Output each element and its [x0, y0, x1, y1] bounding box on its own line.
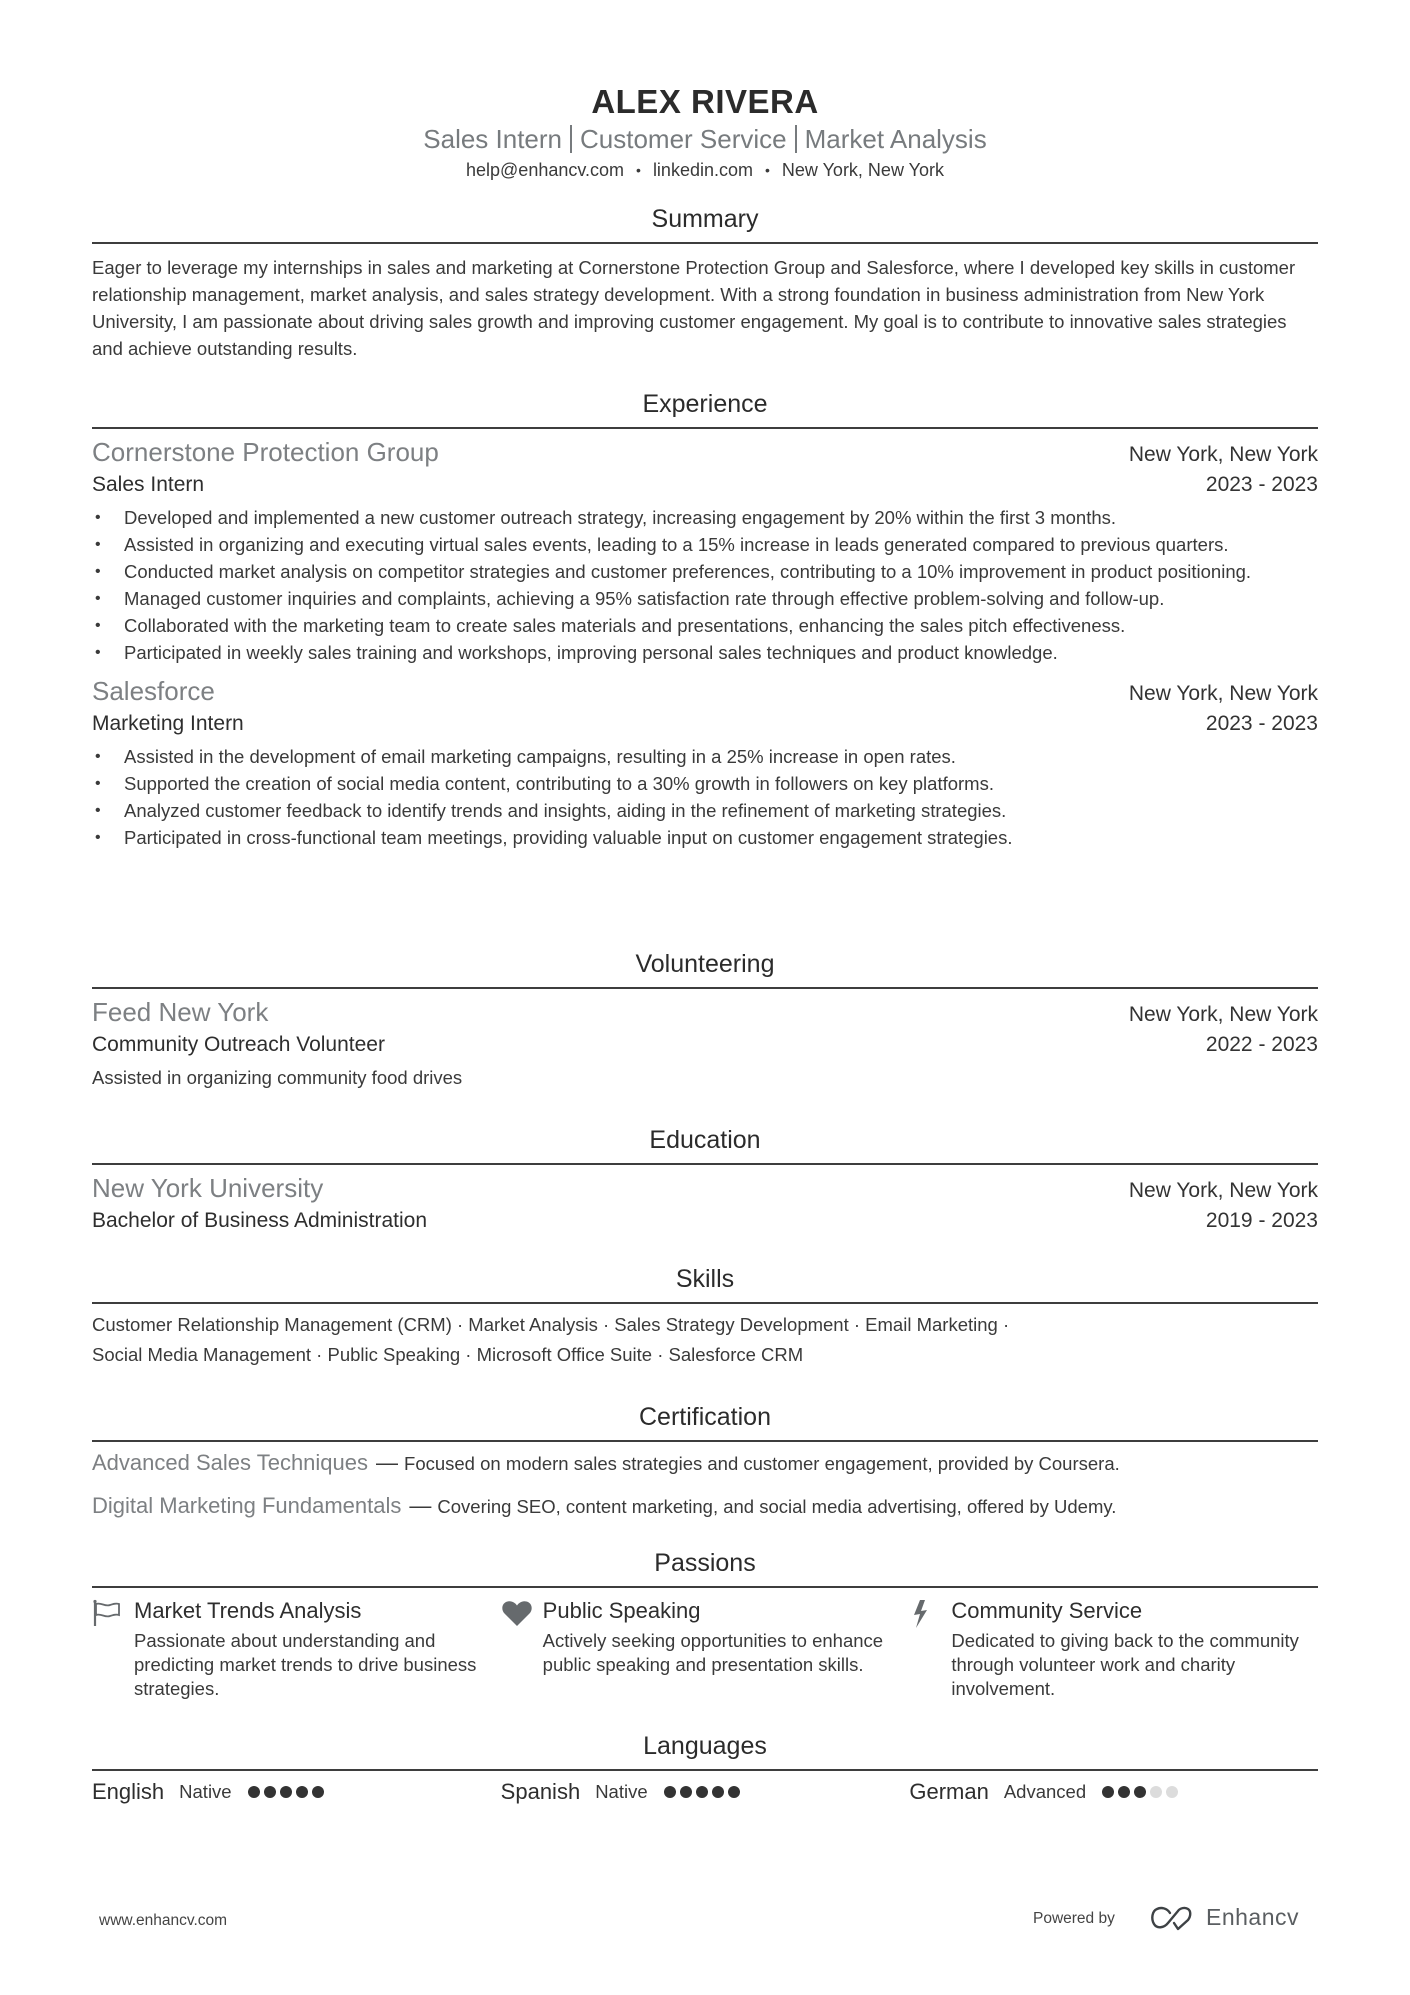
website-link[interactable]: www.enhancv.com [99, 1912, 228, 1929]
headline-item: Customer Service [580, 124, 787, 154]
language-level: Native [179, 1781, 232, 1802]
passion-title: Community Service [951, 1598, 1143, 1623]
resume-page [92, 0, 1318, 1804]
dot-empty [1166, 1786, 1178, 1798]
section-title: Skills [675, 1265, 735, 1293]
language-name: English [92, 1779, 165, 1804]
bullet-separator: • [764, 162, 770, 178]
headline-item: Sales Intern [423, 124, 563, 154]
certification-name: Advanced Sales Techniques [92, 1450, 369, 1475]
experience-entry [92, 435, 1318, 666]
skills-line: Customer Relationship Management (CRM) · Market Analysis · Sales Strategy Development · Email Marketing · [92, 1314, 1010, 1335]
dot-empty [1150, 1786, 1162, 1798]
dot-filled [680, 1786, 692, 1798]
entry-location: New York, New York [1128, 1179, 1318, 1202]
dot-filled [664, 1786, 676, 1798]
section-divider [92, 1769, 1318, 1771]
section-title: Volunteering [635, 950, 775, 978]
summary-text: Eager to leverage my internships in sales and marketing at Cornerstone Protection Group and Salesforce, where I developed key skills in customer relationship management, market analysis, and sales strategy development. With a strong foundation in business administration from New York University, I am passionate about driving sales growth and improving customer engagement. My goal is to contribute to innovative sales strategies and achieve outstanding results. [92, 257, 1296, 359]
section-title: Summary [651, 205, 759, 233]
section-divider [92, 987, 1318, 989]
linkedin-link[interactable]: linkedin.com [652, 160, 753, 180]
entry-location: New York, New York [1128, 1003, 1318, 1026]
entry-dates: 2023 - 2023 [1205, 712, 1318, 735]
contact-info [92, 157, 1318, 183]
language-item [909, 1779, 1318, 1805]
passion-title: Market Trends Analysis [134, 1598, 362, 1623]
entry-header [92, 995, 1318, 1030]
dot-filled [296, 1786, 308, 1798]
education-section [92, 1124, 1318, 1236]
achievement-item: • Collaborated with the marketing team to create sales materials and presentations, enhancing the sales pitch effectiveness. [92, 612, 1318, 639]
degree-name: Bachelor of Business Administration [92, 1209, 428, 1232]
flag-icon [92, 1596, 134, 1701]
brand-name: Enhancv [1206, 1904, 1300, 1930]
passion-description: Passionate about understanding and predicting market trends to drive business strategies. [134, 1630, 477, 1699]
summary-section [92, 203, 1318, 362]
passion-item [909, 1596, 1318, 1701]
lightning-bolt-icon [909, 1596, 951, 1701]
location-text: New York, New York [781, 160, 944, 180]
achievement-item: • Managed customer inquiries and complaints, achieving a 95% satisfaction rate through effective problem-solving and follow-up. [92, 585, 1318, 612]
job-title: Marketing Intern [92, 712, 244, 735]
volunteer-role: Community Outreach Volunteer [92, 1033, 385, 1056]
certification-item [92, 1485, 1318, 1528]
section-divider [92, 1302, 1318, 1304]
entry-subheader [92, 1206, 1318, 1236]
entry-header [92, 435, 1318, 470]
proficiency-dots [1102, 1786, 1182, 1798]
infinity-heart-icon [1148, 1905, 1196, 1931]
entry-subheader [92, 709, 1318, 739]
dot-filled [728, 1786, 740, 1798]
volunteering-section [92, 948, 1318, 1091]
candidate-name: ALEX RIVERA [591, 83, 819, 120]
job-title: Sales Intern [92, 473, 205, 496]
achievement-list [92, 743, 1318, 851]
dot-filled [1134, 1786, 1146, 1798]
achievement-item: • Analyzed customer feedback to identify trends and insights, aiding in the refinement of marketing strategies. [92, 797, 1318, 824]
languages-section [92, 1730, 1318, 1805]
passion-description: Actively seeking opportunities to enhance public speaking and presentation skills. [542, 1630, 884, 1675]
proficiency-dots [664, 1786, 744, 1798]
company-name: Salesforce [92, 676, 215, 706]
section-title: Experience [642, 390, 768, 418]
section-title: Passions [654, 1549, 756, 1577]
powered-by-label: Powered by [1033, 1910, 1115, 1927]
dot-filled [248, 1786, 260, 1798]
achievement-item: • Assisted in organizing and executing virtual sales events, leading to a 15% increase in leads generated compared to previous quarters. [92, 531, 1318, 558]
enhancv-logo[interactable] [1148, 1904, 1299, 1931]
language-level: Native [595, 1781, 648, 1802]
entry-subheader [92, 470, 1318, 500]
certification-list [92, 1442, 1318, 1528]
headline-item: Market Analysis [804, 124, 987, 154]
achievement-item: • Participated in cross-functional team meetings, providing valuable input on customer engagement strategies. [92, 824, 1318, 851]
heart-icon [501, 1596, 543, 1701]
bullet-separator: • [636, 162, 641, 178]
passion-title: Public Speaking [542, 1598, 701, 1623]
dash-separator: — [376, 1450, 399, 1475]
languages-list [92, 1779, 1318, 1805]
headline [92, 122, 1318, 156]
achievement-item: • Participated in weekly sales training and workshops, improving personal sales techniques and product knowledge. [92, 639, 1318, 666]
volunteer-description: Assisted in organizing community food drives [92, 1067, 463, 1088]
dot-filled [280, 1786, 292, 1798]
skills-line: Social Media Management · Public Speaking · Microsoft Office Suite · Salesforce CRM [92, 1344, 804, 1365]
page-footer [0, 1904, 1410, 1938]
skills-list [92, 1310, 1318, 1370]
entry-dates: 2019 - 2023 [1205, 1209, 1318, 1232]
dot-filled [712, 1786, 724, 1798]
language-level: Advanced [1003, 1781, 1087, 1802]
entry-dates: 2022 - 2023 [1205, 1033, 1318, 1056]
section-title: Languages [643, 1732, 767, 1760]
school-name: New York University [92, 1173, 324, 1203]
entry-subheader [92, 1030, 1318, 1060]
resume-header [92, 0, 1318, 183]
entry-header [92, 674, 1318, 709]
proficiency-dots [248, 1786, 328, 1798]
achievement-item: • Developed and implemented a new customer outreach strategy, increasing engagement by 20% within the first 3 months. [92, 504, 1318, 531]
certification-item [92, 1442, 1318, 1485]
section-divider [92, 242, 1318, 244]
dot-filled [264, 1786, 276, 1798]
achievement-list [92, 504, 1318, 666]
passion-item [92, 1596, 501, 1701]
section-title: Education [649, 1126, 761, 1154]
language-name: Spanish [500, 1779, 581, 1804]
language-item [501, 1779, 910, 1805]
volunteering-entry [92, 995, 1318, 1091]
passion-item [501, 1596, 910, 1701]
passions-section [92, 1547, 1318, 1701]
dot-filled [1102, 1786, 1114, 1798]
organization-name: Feed New York [92, 997, 269, 1027]
email-link[interactable]: help@enhancv.com [466, 160, 625, 180]
entry-dates: 2023 - 2023 [1205, 473, 1318, 496]
achievement-item: • Assisted in the development of email marketing campaigns, resulting in a 25% increase in open rates. [92, 743, 1318, 770]
achievement-item: • Conducted market analysis on competitor strategies and customer preferences, contributing to a 10% improvement in product positioning. [92, 558, 1318, 585]
certification-section [92, 1401, 1318, 1528]
experience-section [92, 388, 1318, 851]
headline-separator [570, 125, 572, 153]
experience-entry [92, 674, 1318, 851]
certification-description: Focused on modern sales strategies and customer engagement, provided by Coursera. [404, 1453, 1120, 1474]
entry-location: New York, New York [1128, 682, 1318, 705]
certification-name: Digital Marketing Fundamentals [92, 1493, 402, 1518]
skills-section [92, 1263, 1318, 1370]
certification-description: Covering SEO, content marketing, and social media advertising, offered by Udemy. [437, 1496, 1117, 1517]
dot-filled [312, 1786, 324, 1798]
company-name: Cornerstone Protection Group [92, 437, 439, 467]
passions-list [92, 1596, 1318, 1701]
section-divider [92, 427, 1318, 429]
headline-separator [795, 125, 797, 153]
section-title: Certification [639, 1403, 771, 1431]
passion-description: Dedicated to giving back to the community through volunteer work and charity involvement. [951, 1630, 1299, 1699]
section-divider [92, 1163, 1318, 1165]
entry-location: New York, New York [1128, 443, 1318, 466]
dot-filled [1118, 1786, 1130, 1798]
entry-header [92, 1171, 1318, 1206]
section-divider [92, 1586, 1318, 1588]
language-name: German [909, 1779, 989, 1804]
achievement-item: • Supported the creation of social media content, contributing to a 30% growth in followers on key platforms. [92, 770, 1318, 797]
dot-filled [696, 1786, 708, 1798]
dash-separator: — [409, 1493, 432, 1518]
education-entry [92, 1171, 1318, 1236]
language-item [92, 1779, 501, 1805]
